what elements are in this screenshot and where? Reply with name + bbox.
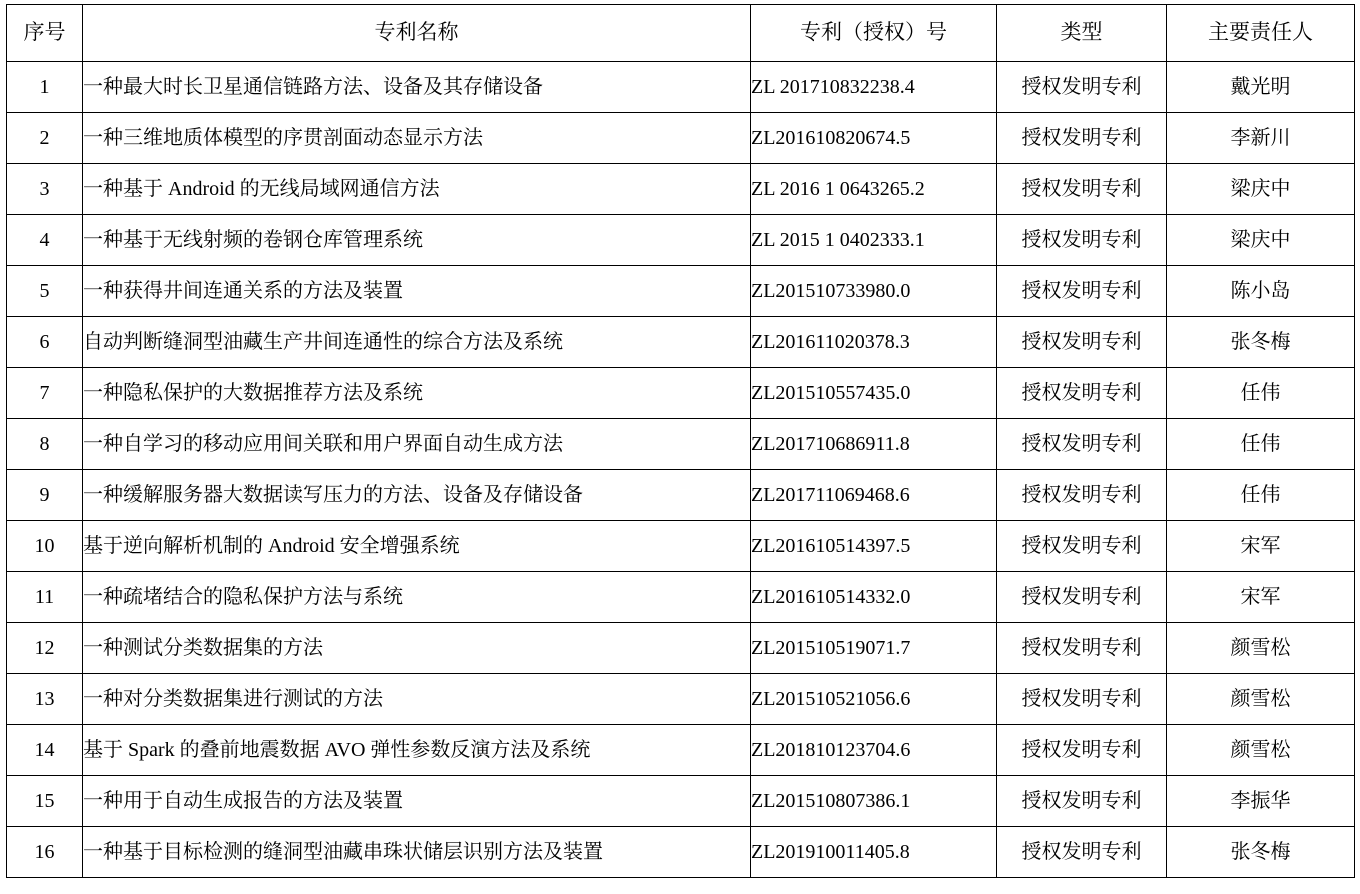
cell-number: ZL201610514397.5	[751, 521, 997, 572]
cell-title: 一种基于无线射频的卷钢仓库管理系统	[83, 215, 751, 266]
cell-title: 一种对分类数据集进行测试的方法	[83, 674, 751, 725]
cell-person: 李振华	[1167, 776, 1355, 827]
cell-number: ZL201510807386.1	[751, 776, 997, 827]
cell-title: 一种获得井间连通关系的方法及装置	[83, 266, 751, 317]
cell-title: 一种隐私保护的大数据推荐方法及系统	[83, 368, 751, 419]
cell-type: 授权发明专利	[997, 266, 1167, 317]
table-body	[7, 62, 1355, 878]
column-header-index: 序号	[7, 5, 83, 62]
cell-person: 颜雪松	[1167, 674, 1355, 725]
cell-number: ZL201510521056.6	[751, 674, 997, 725]
cell-title: 基于逆向解析机制的 Android 安全增强系统	[83, 521, 751, 572]
cell-type: 授权发明专利	[997, 827, 1167, 878]
cell-number: ZL201510519071.7	[751, 623, 997, 674]
cell-person: 宋军	[1167, 521, 1355, 572]
cell-number: ZL201610820674.5	[751, 113, 997, 164]
cell-title: 一种缓解服务器大数据读写压力的方法、设备及存储设备	[83, 470, 751, 521]
cell-index: 12	[7, 623, 83, 674]
cell-index: 11	[7, 572, 83, 623]
cell-number: ZL201710686911.8	[751, 419, 997, 470]
cell-index: 8	[7, 419, 83, 470]
cell-number: ZL201510733980.0	[751, 266, 997, 317]
table-row	[7, 215, 1355, 266]
cell-person: 任伟	[1167, 470, 1355, 521]
table-row	[7, 266, 1355, 317]
cell-person: 任伟	[1167, 368, 1355, 419]
table-row	[7, 521, 1355, 572]
cell-title: 一种测试分类数据集的方法	[83, 623, 751, 674]
table-row	[7, 725, 1355, 776]
cell-index: 7	[7, 368, 83, 419]
cell-person: 张冬梅	[1167, 317, 1355, 368]
cell-number: ZL 201710832238.4	[751, 62, 997, 113]
table-row	[7, 623, 1355, 674]
cell-person: 颜雪松	[1167, 623, 1355, 674]
cell-type: 授权发明专利	[997, 113, 1167, 164]
cell-number: ZL201910011405.8	[751, 827, 997, 878]
cell-title: 一种基于 Android 的无线局域网通信方法	[83, 164, 751, 215]
cell-title: 一种用于自动生成报告的方法及装置	[83, 776, 751, 827]
cell-person: 张冬梅	[1167, 827, 1355, 878]
cell-title: 一种自学习的移动应用间关联和用户界面自动生成方法	[83, 419, 751, 470]
cell-index: 13	[7, 674, 83, 725]
cell-index: 9	[7, 470, 83, 521]
table-header-row	[7, 5, 1355, 62]
cell-type: 授权发明专利	[997, 164, 1167, 215]
cell-index: 1	[7, 62, 83, 113]
table-row	[7, 164, 1355, 215]
cell-number: ZL201510557435.0	[751, 368, 997, 419]
cell-title: 一种疏堵结合的隐私保护方法与系统	[83, 572, 751, 623]
cell-person: 梁庆中	[1167, 215, 1355, 266]
table-row	[7, 113, 1355, 164]
table-row	[7, 62, 1355, 113]
cell-type: 授权发明专利	[997, 572, 1167, 623]
table-row	[7, 827, 1355, 878]
table-row	[7, 419, 1355, 470]
cell-type: 授权发明专利	[997, 368, 1167, 419]
cell-number: ZL201611020378.3	[751, 317, 997, 368]
cell-title: 一种基于目标检测的缝洞型油藏串珠状储层识别方法及装置	[83, 827, 751, 878]
cell-type: 授权发明专利	[997, 674, 1167, 725]
cell-type: 授权发明专利	[997, 317, 1167, 368]
cell-type: 授权发明专利	[997, 470, 1167, 521]
cell-person: 梁庆中	[1167, 164, 1355, 215]
cell-type: 授权发明专利	[997, 623, 1167, 674]
cell-index: 5	[7, 266, 83, 317]
cell-type: 授权发明专利	[997, 776, 1167, 827]
table-header	[7, 5, 1355, 62]
cell-person: 颜雪松	[1167, 725, 1355, 776]
cell-person: 任伟	[1167, 419, 1355, 470]
cell-index: 6	[7, 317, 83, 368]
cell-index: 3	[7, 164, 83, 215]
table-row	[7, 572, 1355, 623]
cell-index: 2	[7, 113, 83, 164]
cell-person: 陈小岛	[1167, 266, 1355, 317]
column-header-person: 主要责任人	[1167, 5, 1355, 62]
cell-person: 戴光明	[1167, 62, 1355, 113]
cell-index: 15	[7, 776, 83, 827]
column-header-title: 专利名称	[83, 5, 751, 62]
cell-number: ZL 2015 1 0402333.1	[751, 215, 997, 266]
cell-type: 授权发明专利	[997, 521, 1167, 572]
table-row	[7, 470, 1355, 521]
cell-type: 授权发明专利	[997, 215, 1167, 266]
cell-index: 16	[7, 827, 83, 878]
table-row	[7, 776, 1355, 827]
patent-table	[6, 4, 1355, 878]
column-header-number: 专利（授权）号	[751, 5, 997, 62]
cell-type: 授权发明专利	[997, 62, 1167, 113]
cell-index: 14	[7, 725, 83, 776]
cell-person: 宋军	[1167, 572, 1355, 623]
cell-number: ZL201711069468.6	[751, 470, 997, 521]
cell-number: ZL201610514332.0	[751, 572, 997, 623]
cell-type: 授权发明专利	[997, 725, 1167, 776]
cell-index: 10	[7, 521, 83, 572]
cell-number: ZL 2016 1 0643265.2	[751, 164, 997, 215]
table-row	[7, 368, 1355, 419]
cell-title: 一种三维地质体模型的序贯剖面动态显示方法	[83, 113, 751, 164]
cell-index: 4	[7, 215, 83, 266]
table-row	[7, 674, 1355, 725]
cell-person: 李新川	[1167, 113, 1355, 164]
column-header-type: 类型	[997, 5, 1167, 62]
cell-type: 授权发明专利	[997, 419, 1167, 470]
cell-title: 自动判断缝洞型油藏生产井间连通性的综合方法及系统	[83, 317, 751, 368]
cell-title: 基于 Spark 的叠前地震数据 AVO 弹性参数反演方法及系统	[83, 725, 751, 776]
cell-number: ZL201810123704.6	[751, 725, 997, 776]
table-row	[7, 317, 1355, 368]
cell-title: 一种最大时长卫星通信链路方法、设备及其存储设备	[83, 62, 751, 113]
